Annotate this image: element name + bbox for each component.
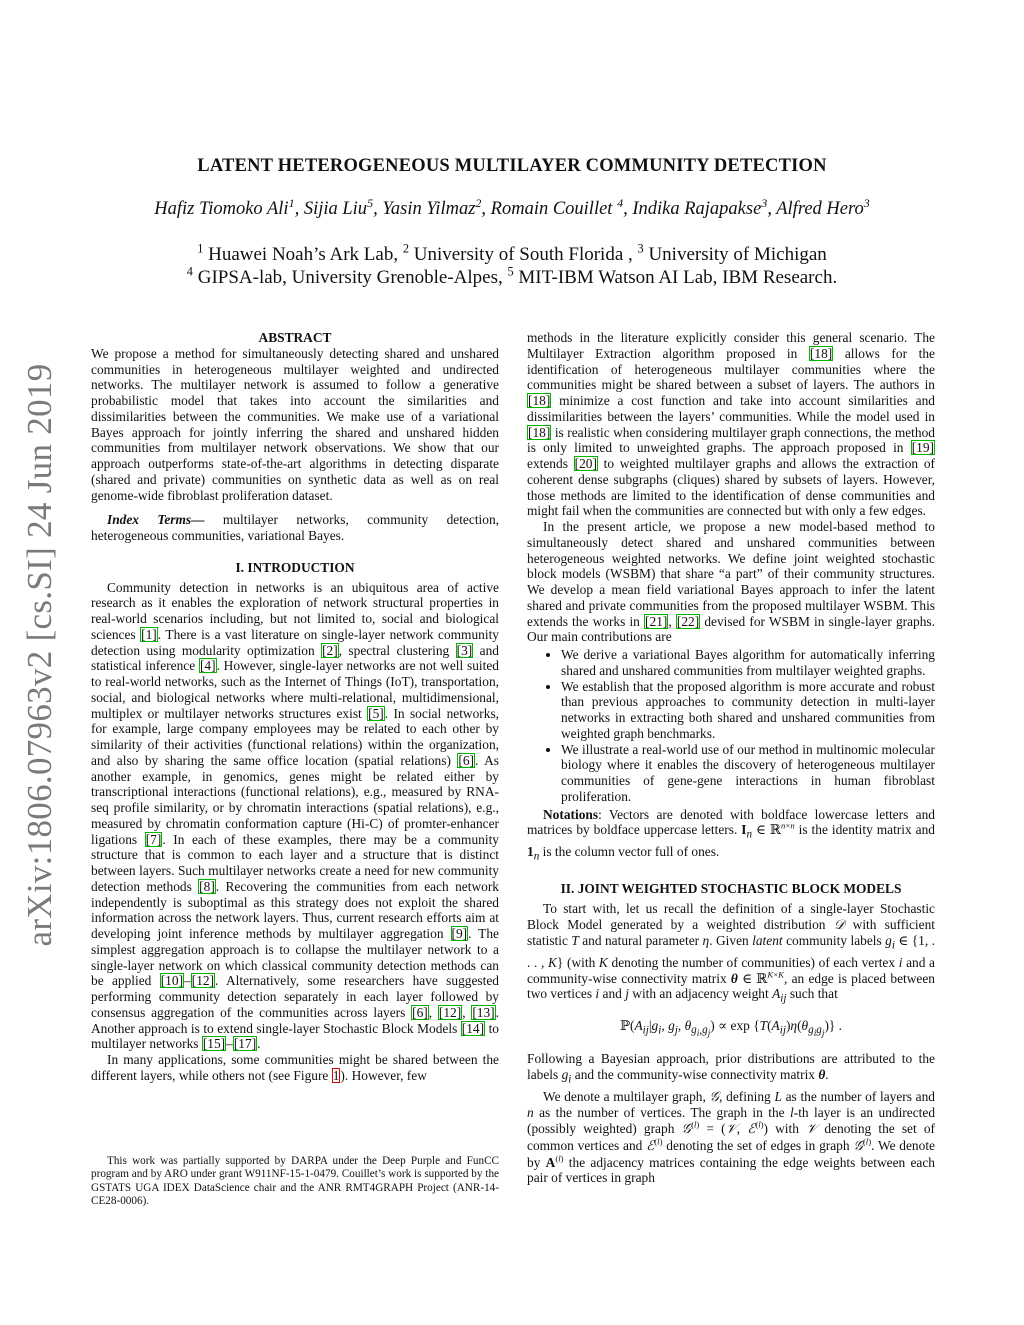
text-run: Community detection in networks is an ubiquitous area of active research as it enables the exploration of network structural properties in real-world scenarios including, but not limited to, social and biological sciences — [91, 579, 499, 642]
section-2-paragraph-3: We denote a multilayer graph, 𝒢, defining L as the number of layers and n as the number of vertices. The graph in the l-th layer is an undirected (possibly weighted) graph 𝒢$^{(l)}$ = (𝒱, ℰ$^{(l)}$) with 𝒱 denoting the set of common vertices and ℰ$^{(l)}$ denoting the set of edges in graph 𝒢$^{(l)}$. We denote by $A^{(l)}$ the adjacency matrices containing the edge weights between each pair of vertices in graph — [527, 1088, 936, 1186]
arxiv-stamp — [20, 363, 60, 947]
left-column — [91, 330, 499, 1084]
citation-link[interactable]: [17] — [233, 1036, 257, 1052]
abstract-heading: ABSTRACT — [258, 330, 332, 345]
intro-paragraph-1 — [91, 580, 499, 1053]
citation-link[interactable]: [18] — [528, 424, 551, 440]
text-run: . There is a vast literature on single-layer network community detection using modularity optimization — [91, 626, 499, 658]
citation-link[interactable]: [9] — [451, 926, 468, 941]
list-item: • We illustrate a real-world use of our method in multinomic molecular biology where it enables the discovery of heterogeneous multilayer communities of gene-gene interactions in human fibroblast proliferation. — [561, 742, 935, 805]
figure-link[interactable]: 1 — [332, 1067, 340, 1083]
citation-link[interactable]: [5] — [368, 705, 384, 721]
citation-link[interactable]: [20] — [574, 456, 597, 471]
text-run: devised for WSBM in single-layer graphs. Our main contributions are — [527, 613, 935, 645]
intro-paragraph-3 — [527, 519, 935, 645]
text-run: extends — [527, 456, 574, 471]
text-run: to weighted multilayer graphs and allows the extraction of coherent dense subgraphs (cliques) shared by subsets of layers. However, those methods are limited to the identification of dense communities and might fail when the communities are connected but with only a few edges. — [527, 456, 935, 519]
text-run: In many applications, some communities might be shared between the different layers, while others not (see Figure — [91, 1052, 499, 1083]
list-item: • We derive a variational Bayes algorithm for automatically inferring shared and unshared communities from multilayer weighted graphs. — [561, 647, 935, 679]
author: Yasin Yilmaz$^2$ — [382, 195, 482, 219]
text-run: . In each of these examples, there may be a community structure that is common to each layer and a structure that is distinct between layers. Such multilayer networks create a need for new community detection methods — [91, 831, 499, 894]
contribution-list — [527, 647, 935, 805]
text-run: methods in the literature explicitly consider this general scenario. The Multilayer Extraction algorithm proposed in — [527, 330, 935, 361]
text-run: – — [184, 973, 191, 989]
text-run: allows for the identification of heterogeneous multilayer communities where the communities might be shared between a subset of layers. The authors in — [527, 345, 935, 393]
citation-link[interactable]: [3] — [456, 642, 473, 658]
text-run: . The simplest aggregation approach is to collapse the multilayer network to a single-layer network on which classical community detection methods can be applied — [91, 926, 499, 989]
paper-title: LATENT HETEROGENEOUS MULTILAYER COMMUNITY DETECTION — [197, 156, 827, 176]
text-run: minimize a cost function and take into account similarities and dissimilarities between the layers’ communities. While the model used in — [527, 393, 935, 424]
citation-link[interactable]: [13] — [472, 1004, 495, 1020]
author: Sijia Liu$^5$ — [303, 195, 374, 219]
text-run: , — [668, 613, 676, 629]
right-column — [527, 330, 935, 1186]
citation-link[interactable]: [15] — [202, 1036, 226, 1052]
arxiv-stamp-text: arXiv:1806.07963v2 [cs.SI] 24 Jun 2019 — [20, 363, 59, 947]
funding-footnote: This work was partially supported by DARPA under the Deep Purple and FunCC program and by ARO under grant W911NF-15-1-0479. Couillet’s work is supported by the GSTATS UGA IDEX DataScience chair and the ANR RMT4GRAPH Project (ANR-14-CE28-0006). — [91, 1155, 499, 1208]
citation-link[interactable]: [6] — [458, 752, 475, 768]
author: Indika Rajapakse$^3$ — [632, 195, 768, 219]
citation-link[interactable]: [14] — [461, 1020, 485, 1036]
text-run: . However, single-layer networks are not well suited to real-world networks, such as the Internet of Things (IoT), transportation, social, and biological networks where multi-relational, multidimensional, multiplex or multilayer networks structures exist — [91, 658, 500, 721]
citation-link[interactable]: [18] — [809, 345, 833, 361]
text-run: . Another approach is to extend single-layer Stochastic Block Models — [91, 1004, 499, 1036]
affiliation-line: $^4$ GIPSA-lab, University Grenoble-Alpes, $^5$ MIT-IBM Watson AI Lab, IBM Research. — [186, 264, 838, 288]
text-run: to multilayer networks — [91, 1020, 499, 1052]
section-2-heading: II. JOINT WEIGHTED STOCHASTIC BLOCK MODELS — [560, 881, 902, 897]
citation-link[interactable]: [8] — [199, 878, 215, 894]
author-list: Hafiz Tiomoko Ali$^1$, Sijia Liu$^5$, Yasin Yilmaz$^2$, Romain Couillet $^4$, Indika Rajapakse$^3$, Alfred Hero$^3$ — [154, 195, 870, 219]
citation-link[interactable]: [18] — [528, 393, 551, 408]
text-run: is realistic when considering multilayer graph connections, the method is only limited to unweighted graphs. The approach proposed in — [527, 424, 935, 456]
citation-link[interactable]: [12] — [438, 1004, 462, 1020]
text-run: . — [257, 1036, 261, 1052]
notations-paragraph: Notations: Vectors are denoted with boldface lowercase letters and matrices by boldface uppercase letters. $I_n$ ∈ ℝ$^{n\times n}$ is the identity matrix and $1_n$ is the column vector full of ones. — [527, 806, 935, 863]
list-item: • We establish that the proposed algorithm is more accurate and robust than previous approaches to community detection in multi-layer networks in extracting both shared and unshared communities from weighted graph benchmarks. — [561, 679, 935, 742]
intro-heading: I. INTRODUCTION — [235, 559, 355, 575]
text-run: . In social networks, for example, large company employees may be related to each other by similarity of their activities (functional relations) within the organization, and also by sharing the same office location (spatial relations) — [91, 705, 500, 768]
citation-link[interactable]: [1] — [141, 626, 157, 642]
citation-link[interactable]: [19] — [911, 440, 934, 456]
text-run: and statistical inference — [91, 642, 499, 674]
section-2-paragraph-2: Following a Bayesian approach, prior distributions are attributed to the labels $g_i$ and the community-wise connectivity matrix θ. — [527, 1051, 935, 1086]
citation-link[interactable]: [4] — [199, 658, 216, 674]
text-run: , — [462, 1004, 472, 1020]
text-run: . Recovering the communities from each network independently is suboptimal as this strategy does not exploit the shared information across the network layers. Thus, current research efforts aim at developing joint inference methods by multilayer aggregation — [91, 878, 499, 941]
author: Alfred Hero$^3$ — [776, 195, 870, 219]
intro-paragraph-2 — [91, 1052, 499, 1084]
text-run: , spectral clustering — [338, 642, 456, 658]
affiliation-line: $^1$ Huawei Noah’s Ark Lab, $^2$ University of South Florida , $^3$ University of Michigan — [197, 241, 827, 265]
section-2-paragraph-1: To start with, let us recall the definition of a single-layer Stochastic Block Model generated by a weighted distribution 𝒟 with sufficient statistic T and natural parameter η. Given latent community labels $g_i$ ∈ {1, . . . , K} (with K denoting the number of communities) of each vertex i and a community-wise connectivity matrix θ ∈ ℝ$^{K\times K}$, an edge is placed between two vertices i and j with an adjacency weight $A_{ij}$ such that — [527, 900, 936, 1005]
text-run: In the present article, we propose a new model-based method to simultaneously detect shared and unshared communities between heterogeneous weighted networks. We define joint weighted stochastic block models (WSBM) that share “a part” of their community structures. We develop a mean field variational Bayes approach to infer the latent shared and private communities from the proposed multilayer WSBM. This extends the works in — [527, 519, 935, 629]
text-run: . As another example, in genomics, genes might be related either by transcriptional interactions (functional relations), e.g., measured by RNA-seq profile similarity, or by chromatin interactions (spatial relations), e.g., measured by chromatin conformation capture (Hi-C) of promter-enhancer ligations — [91, 752, 499, 847]
citation-link[interactable]: [10] — [160, 973, 184, 989]
citation-link[interactable]: [6] — [412, 1004, 428, 1020]
citation-link[interactable]: [22] — [676, 613, 700, 629]
text-run: ). However, few — [340, 1067, 427, 1083]
index-terms: Index Terms— multilayer networks, community detection, heterogeneous communities, variational Bayes. — [91, 512, 499, 543]
text-run: , — [428, 1004, 438, 1020]
intro-paragraph-2-continued — [527, 330, 935, 519]
author: Hafiz Tiomoko Ali$^1$ — [154, 195, 295, 219]
citation-link[interactable]: [2] — [322, 642, 338, 658]
text-run: – — [226, 1036, 233, 1052]
citation-link[interactable]: [7] — [145, 831, 162, 847]
likelihood-equation: $ℙ(A_{ij}|g_i$, $g_j$, $\theta_{g_i,g_j}) \propto \exp \{T(A_{ij})\eta(\theta_{g_ig_j})\}$ . — [619, 1017, 843, 1040]
author: Romain Couillet $^4$ — [490, 195, 624, 219]
abstract-text: We propose a method for simultaneously detecting shared and unshared communities in heterogeneous multilayer weighted and undirected networks. The multilayer network is assumed to follow a generative probabilistic model that takes into account the similarities and dissimilarities between the communities. We make use of a variational Bayes approach for jointly inferring the shared and unshared hidden communities from multilayer network observations. We show that our approach outperforms state-of-the-art algorithms in detecting disparate (shared and private) communities on synthetic data as well as on real genome-wide fibroblast proliferation dataset. — [91, 345, 499, 503]
text-run: . Alternatively, some researchers have suggested performing community detection separately in each layer followed by consensus aggregation of the communities across layers — [91, 973, 499, 1020]
citation-link[interactable]: [21] — [645, 613, 668, 629]
citation-link[interactable]: [12] — [191, 973, 215, 989]
